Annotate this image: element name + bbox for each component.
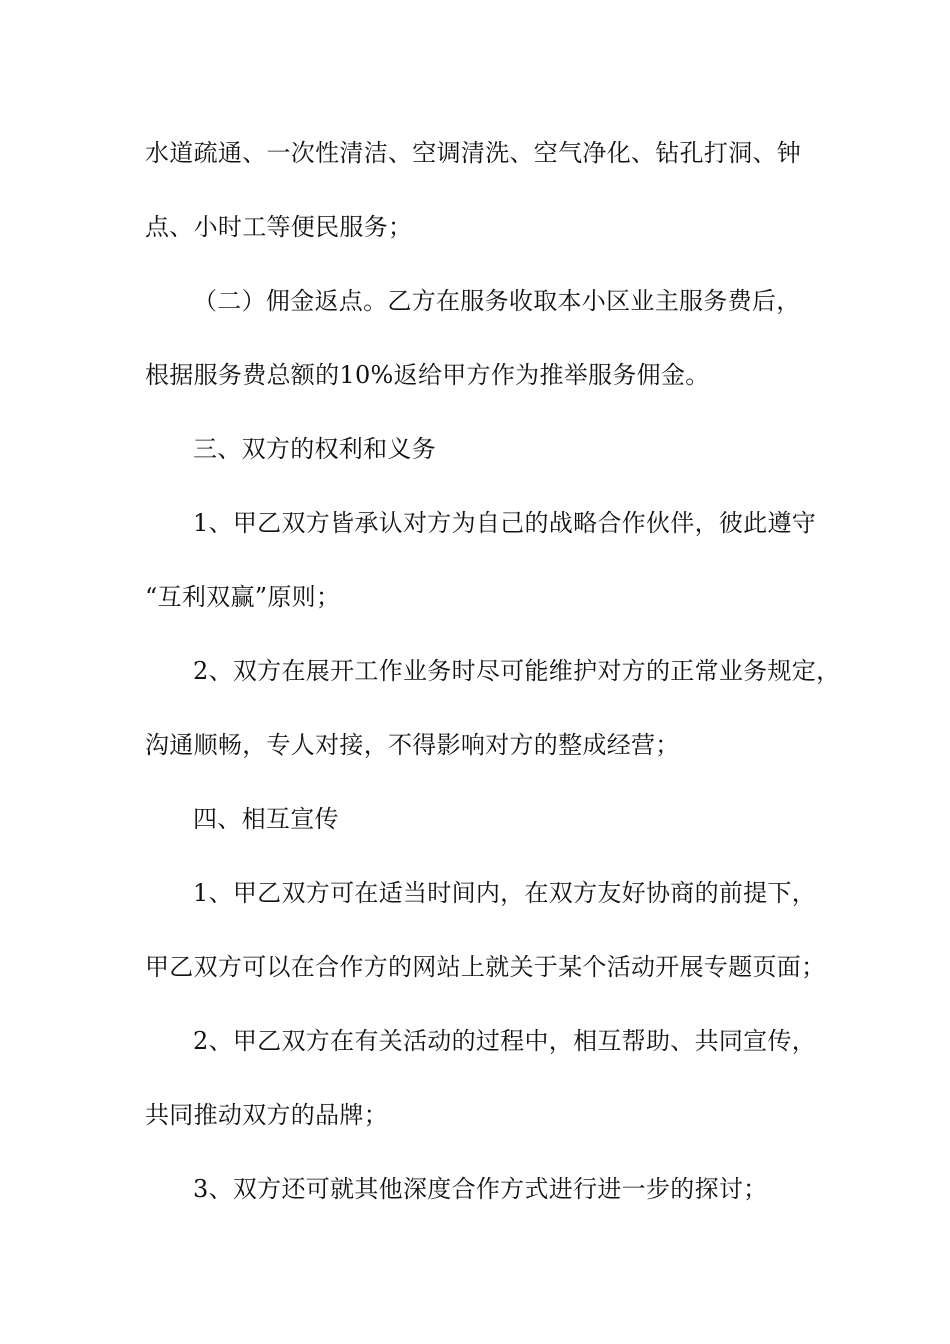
paragraph-publicity-1: 1、甲乙双方可在适当时间内，在双方友好协商的前提下， bbox=[193, 879, 817, 907]
text-line-9: 沟通顺畅，专人对接，不得影响对方的整成经营； bbox=[145, 731, 680, 759]
paragraph-rights-1: 1、甲乙双方皆承认对方为自己的战略合作伙伴，彼此遵守 bbox=[193, 509, 817, 537]
paragraph-publicity-2: 2、甲乙双方在有关活动的过程中，相互帮助、共同宣传， bbox=[193, 1027, 817, 1055]
section-heading-publicity: 四、相互宣传 bbox=[193, 805, 339, 833]
text-line-4: 根据服务费总额的10%返给甲方作为推举服务佣金。 bbox=[145, 361, 710, 389]
paragraph-publicity-3: 3、双方还可就其他深度合作方式进行进一步的探讨； bbox=[193, 1175, 768, 1203]
text-line-14: 共同推动双方的品牌； bbox=[145, 1101, 388, 1129]
text-line-1: 水道疏通、一次性清洁、空调清洗、空气净化、钻孔打洞、钟 bbox=[145, 139, 802, 167]
paragraph-commission: （二）佣金返点。乙方在服务收取本小区业主服务费后， bbox=[193, 287, 801, 315]
text-line-7: “互利双赢”原则； bbox=[145, 583, 341, 611]
text-line-12: 甲乙双方可以在合作方的网站上就关于某个活动开展专题页面； bbox=[145, 953, 826, 981]
text-line-2: 点、小时工等便民服务； bbox=[145, 213, 413, 241]
section-heading-rights: 三、双方的权利和义务 bbox=[193, 435, 436, 463]
paragraph-rights-2: 2、双方在展开工作业务时尽可能维护对方的正常业务规定， bbox=[193, 657, 841, 685]
